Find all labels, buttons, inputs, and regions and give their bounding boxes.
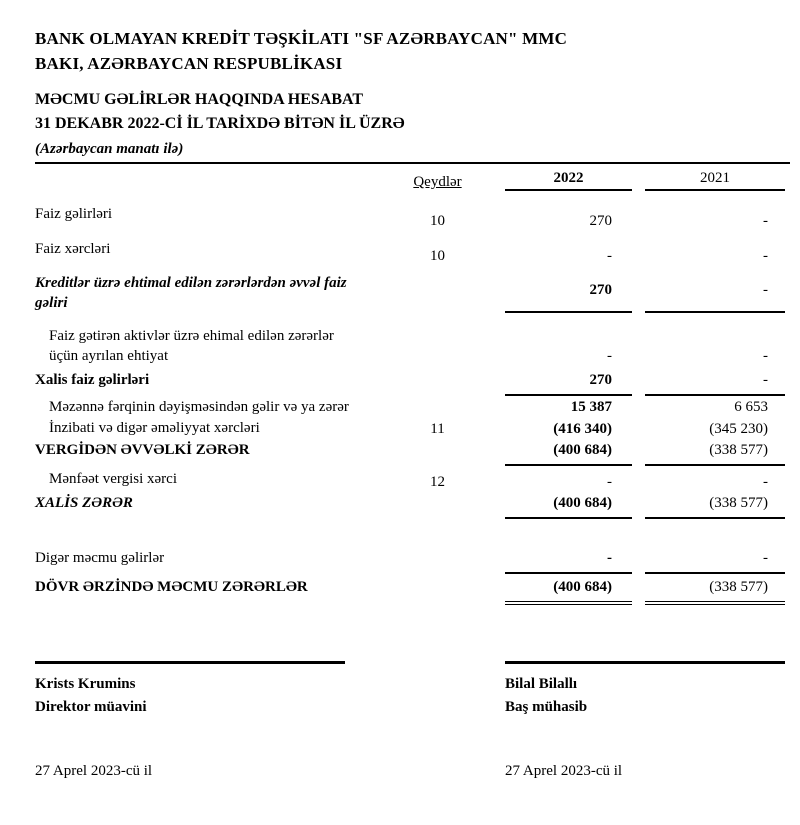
cell-note: [405, 326, 470, 366]
signatory-name: Krists Krumins: [35, 676, 136, 692]
cell-value-2022: (400 684): [505, 577, 632, 605]
cell-gap: [470, 204, 505, 231]
table-row: [35, 439, 790, 466]
header-gap1: [470, 170, 505, 191]
cell-value-2021: (338 577): [645, 440, 785, 466]
cell-value-2021: -: [763, 348, 768, 364]
table-row: [35, 313, 790, 367]
table-rows: [35, 197, 790, 605]
cell-label: Xalis faiz gəlirləri: [35, 372, 150, 388]
table-header-row: [35, 170, 790, 191]
cell-note: [405, 548, 470, 574]
income-statement-table: [35, 170, 790, 605]
table-row: [35, 466, 790, 492]
cell-label: Kreditlər üzrə ehtimal edilən zərərlərdən əvvəl faiz gəliri: [35, 275, 347, 311]
report-page: [35, 0, 790, 780]
cell-gap: [632, 548, 645, 574]
cell-note: 12: [430, 474, 445, 490]
cell-value-2021: -: [763, 248, 768, 264]
table-row: [35, 574, 790, 605]
cell-value-2021: -: [645, 273, 785, 313]
cell-gap: [632, 418, 645, 439]
cell-value-2021: -: [763, 213, 768, 229]
cell-value-2022: 270: [505, 273, 632, 313]
currency-note: (Azərbaycan manatı ilə): [35, 139, 790, 164]
cell-gap: [470, 418, 505, 439]
cell-label: Faiz xərcləri: [35, 241, 111, 257]
cell-label: Digər məcmu gəlirlər: [35, 550, 165, 566]
cell-gap: [632, 273, 645, 313]
cell-gap: [470, 577, 505, 605]
signatory-title: Direktor müavini: [35, 699, 147, 715]
cell-note: 10: [430, 213, 445, 229]
cell-note: [405, 577, 470, 605]
table-row: [35, 492, 790, 519]
cell-gap: [470, 397, 505, 417]
org-header: [35, 26, 790, 76]
table-row: [35, 545, 790, 574]
cell-label: Mənfəət vergisi xərci: [49, 471, 178, 487]
cell-gap: [470, 548, 505, 574]
cell-gap: [470, 440, 505, 466]
cell-value-2022: (400 684): [505, 440, 632, 466]
cell-label: İnzibati və digər əməliyyat xərcləri: [49, 420, 260, 436]
signature-left: [35, 661, 345, 780]
cell-value-2021: -: [763, 474, 768, 490]
cell-note: [405, 493, 470, 519]
table-row: [35, 267, 790, 313]
cell-value-2021: (338 577): [645, 493, 785, 519]
cell-gap: [632, 577, 645, 605]
cell-label: VERGİDƏN ƏVVƏLKİ ZƏRƏR: [35, 442, 250, 458]
cell-gap: [632, 469, 645, 492]
header-year-2021: 2021: [645, 170, 785, 191]
cell-value-2022: (416 340): [553, 421, 612, 437]
table-row: [35, 197, 790, 232]
report-header: [35, 88, 790, 136]
cell-note: [405, 397, 470, 417]
signature-date: 27 Aprel 2023-cü il: [505, 763, 623, 779]
cell-value-2022: 270: [589, 213, 612, 229]
cell-value-2022: 270: [505, 370, 632, 396]
cell-gap: [632, 440, 645, 466]
signature-gap: [345, 661, 505, 780]
cell-gap: [632, 326, 645, 366]
cell-label: Faiz gəlirləri: [35, 206, 113, 222]
cell-gap: [632, 370, 645, 396]
cell-note: [405, 370, 470, 396]
cell-gap: [470, 326, 505, 366]
signatory-title: Baş mühasib: [505, 699, 588, 715]
cell-gap: [470, 239, 505, 266]
cell-note: [405, 273, 470, 313]
cell-value-2021: (338 577): [645, 577, 785, 605]
cell-value-2022: 15 387: [570, 399, 612, 415]
signature-line-right: [505, 661, 785, 664]
signature-line-left: [35, 661, 345, 664]
cell-value-2021: -: [645, 548, 785, 574]
cell-note: 10: [430, 248, 445, 264]
cell-value-2022: (400 684): [505, 493, 632, 519]
cell-value-2022: -: [607, 348, 612, 364]
table-row: [35, 396, 790, 417]
table-row: [35, 367, 790, 396]
cell-gap: [632, 239, 645, 266]
header-notes: Qeydlər: [413, 174, 462, 190]
cell-gap: [470, 493, 505, 519]
cell-gap: [470, 273, 505, 313]
cell-gap: [632, 397, 645, 417]
cell-note: [405, 440, 470, 466]
cell-gap: [470, 370, 505, 396]
cell-value-2022: -: [607, 474, 612, 490]
cell-value-2021: -: [645, 370, 785, 396]
cell-value-2021: 6 653: [734, 399, 768, 415]
table-row: [35, 417, 790, 439]
cell-gap: [632, 204, 645, 231]
header-year-2022: 2022: [505, 170, 632, 191]
cell-note: 11: [430, 421, 445, 437]
header-label-spacer: [35, 170, 405, 191]
cell-label: XALİS ZƏRƏR: [35, 495, 133, 511]
table-row: [35, 232, 790, 267]
header-gap2: [632, 170, 645, 191]
cell-gap: [470, 469, 505, 492]
org-name-line2: BAKI, AZƏRBAYCAN RESPUBLİKASI: [35, 54, 343, 73]
report-title: MƏCMU GƏLİRLƏR HAQQINDA HESABAT: [35, 91, 364, 108]
signature-date: 27 Aprel 2023-cü il: [35, 763, 153, 779]
cell-value-2022: -: [607, 248, 612, 264]
org-name-line1: BANK OLMAYAN KREDİT TƏŞKİLATI "SF AZƏRBAYCAN" MMC: [35, 29, 568, 48]
cell-value-2022: -: [505, 548, 632, 574]
table-spacer: [35, 519, 790, 545]
cell-gap: [632, 493, 645, 519]
cell-value-2021: (345 230): [709, 421, 768, 437]
report-period: 31 DEKABR 2022-Cİ İL TARİXDƏ BİTƏN İL ÜZRƏ: [35, 115, 405, 132]
cell-label: Faiz gətirən aktivlər üzrə ehimal edilən zərərlər üçün ayrılan ehtiyat: [49, 328, 334, 364]
signature-block: [35, 661, 790, 780]
signatory-name: Bilal Bilallı: [505, 676, 578, 692]
cell-label: DÖVR ƏRZİNDƏ MƏCMU ZƏRƏRLƏR: [35, 579, 308, 595]
signature-right: [505, 661, 785, 780]
cell-label: Məzənnə fərqinin dəyişməsindən gəlir və ya zərər: [49, 399, 349, 415]
